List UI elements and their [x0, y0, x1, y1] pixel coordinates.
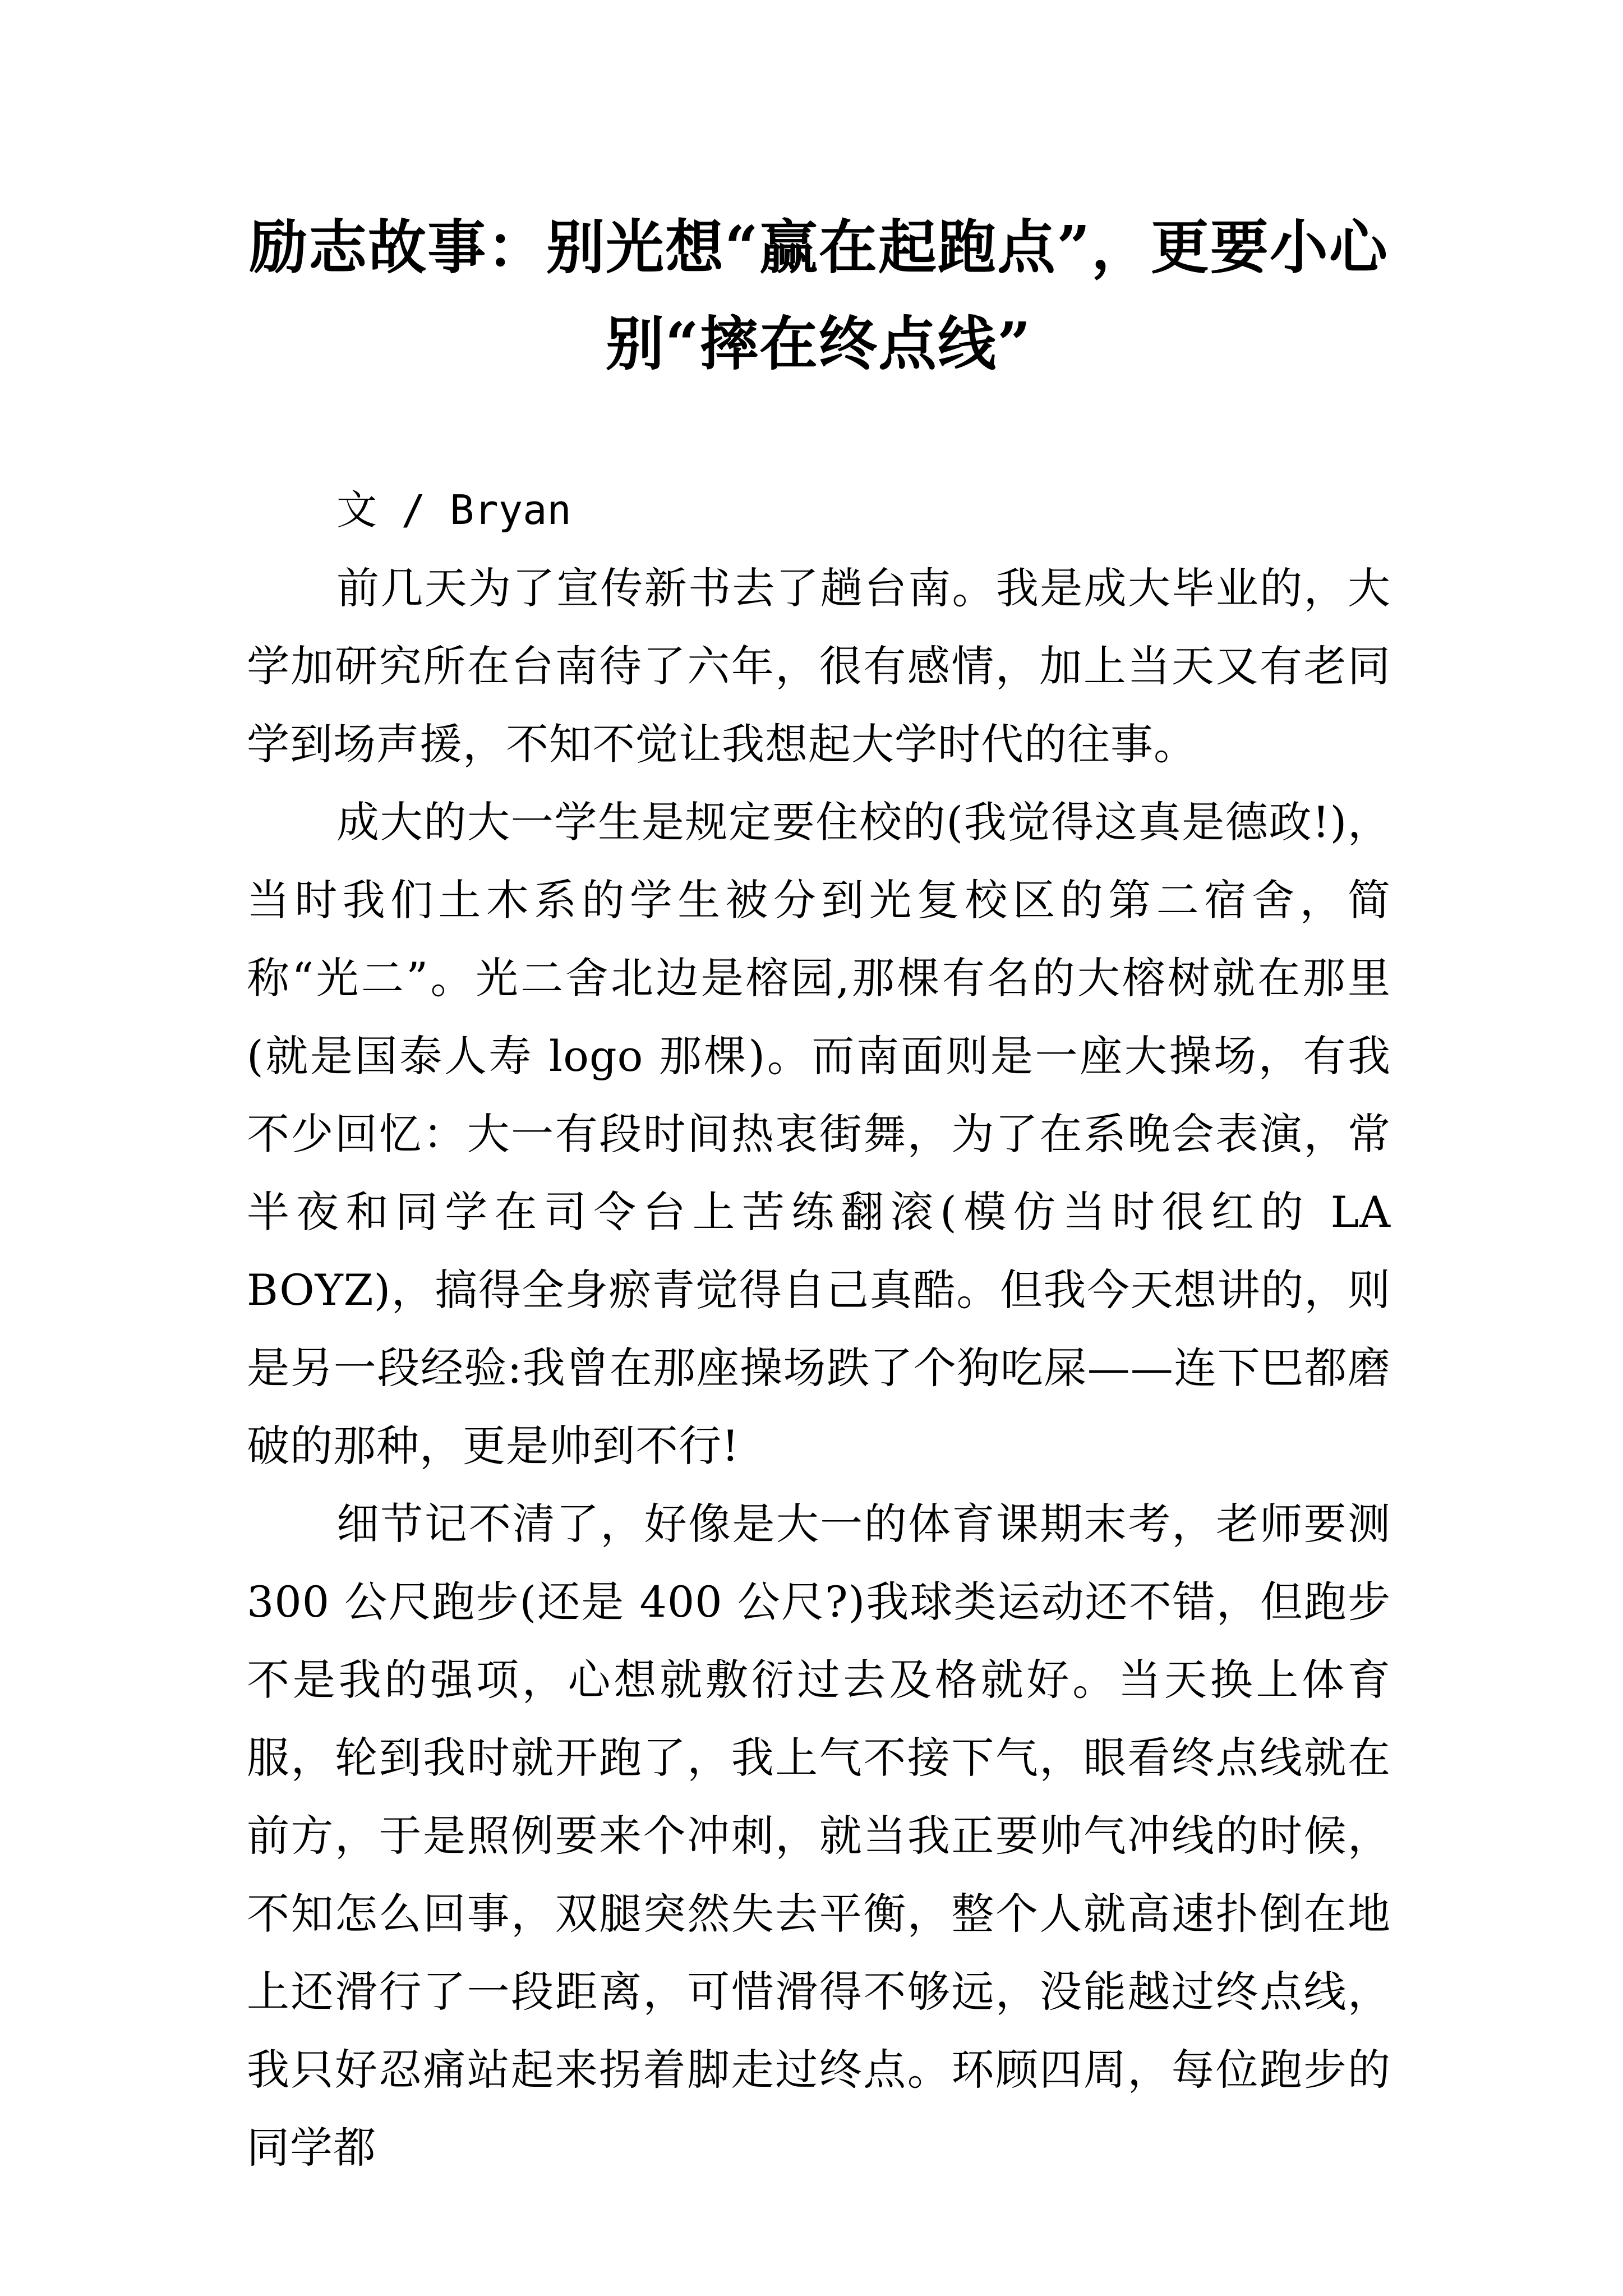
- paragraph: 前几天为了宣传新书去了趟台南。我是成大毕业的，大学加研究所在台南待了六年，很有感情，加上当天又有老同学到场声援，不知不觉让我想起大学时代的往事。: [247, 563, 1391, 769]
- document-body: [247, 471, 1391, 2187]
- author-byline: 文 / Bryan: [336, 486, 571, 533]
- document-title: 励志故事：别光想“赢在起跑点”，更要小心别“摔在终点线”: [249, 213, 1389, 378]
- paragraph: 成大的大一学生是规定要住校的(我觉得这真是德政!)，当时我们土木系的学生被分到光复校区的第二宿舍，简称“光二”。光二舍北边是榕园,那棵有名的大榕树就在那里(就是国泰人寿 logo 那棵)。而南面则是一座大操场，有我不少回忆：大一有段时间热衷街舞，为了在系晚会表演，常半夜和同学在司令台上苦练翻滚(模仿当时很红的 LA BOYZ)，搞得全身瘀青觉得自己真酷。但我今天想讲的，则是另一段经验:我曾在那座操场跌了个狗吃屎——连下巴都磨破的那种，更是帅到不行!: [247, 797, 1391, 1471]
- paragraph: 细节记不清了，好像是大一的体育课期末考，老师要测 300 公尺跑步(还是 400 公尺?)我球类运动还不错，但跑步不是我的强项，心想就敷衍过去及格就好。当天换上体育服，轮到我时就开跑了，我上气不接下气，眼看终点线就在前方，于是照例要来个冲刺，就当我正要帅气冲线的时候，不知怎么回事，双腿突然失去平衡，整个人就高速扑倒在地上还滑行了一段距离，可惜滑得不够远，没能越过终点线，我只好忍痛站起来拐着脚走过终点。环顾四周，每位跑步的同学都: [247, 1499, 1391, 2173]
